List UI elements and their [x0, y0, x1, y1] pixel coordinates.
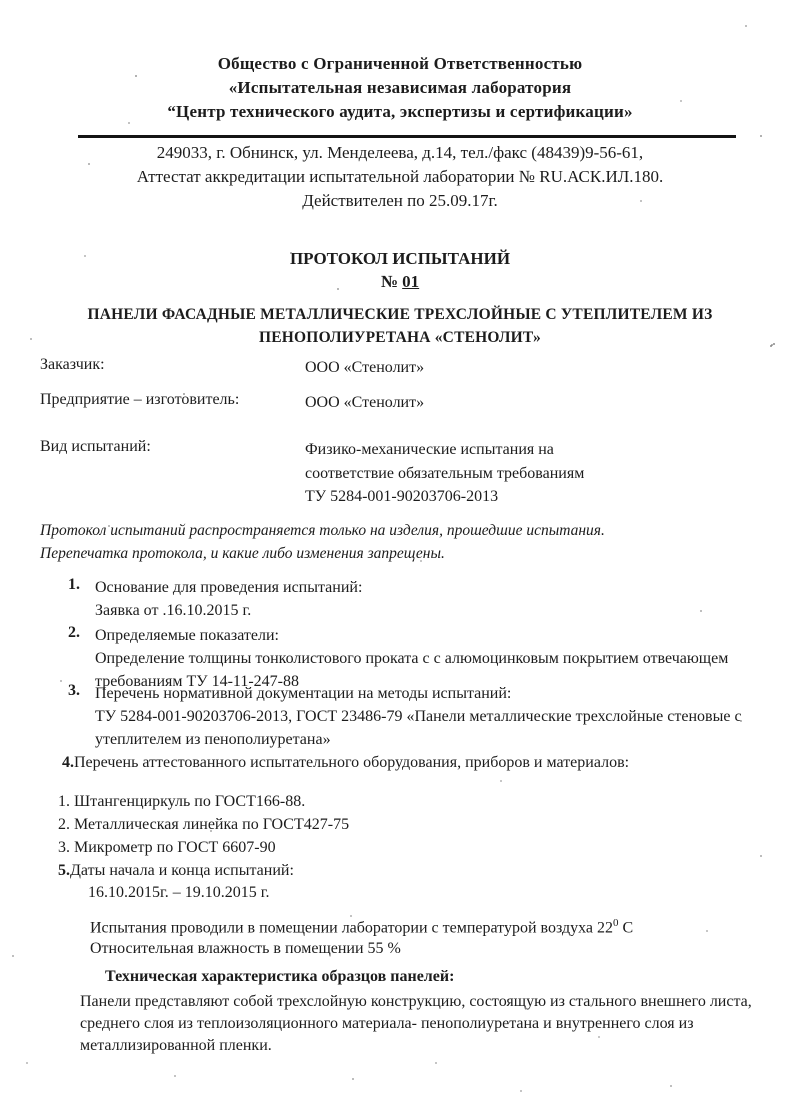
item-body: ТУ 5284-001-90203706-2013, ГОСТ 23486-79 «Панели металлические трехслойные стеновые с утеплителем из пенополиуретана»	[95, 708, 742, 748]
manufacturer-value: ООО «Стенолит»	[305, 394, 425, 411]
item-body: Заявка от .16.10.2015 г.	[95, 602, 252, 619]
customer-label: Заказчик:	[40, 356, 105, 373]
temperature-note	[90, 917, 633, 937]
humidity-note: Относительная влажность в помещении 55 %	[90, 940, 401, 957]
contact-info: 249033, г. Обнинск, ул. Менделеева, д.14, тел./факс (48439)9-56-61, Аттестат аккредитации испытательной лаборатории № RU.АСК.ИЛ.180. Действителен по 25.09.17г.	[136, 143, 664, 210]
test-type-label: Вид испытаний:	[40, 438, 151, 455]
scan-noise-speckles	[0, 0, 2, 2]
temperature-text: Испытания проводили в помещении лаборатории с температурой воздуха 22	[90, 919, 614, 937]
section4-number: 4.	[62, 754, 74, 771]
item-number: 1.	[68, 576, 80, 593]
item-title: Определяемые показатели:	[95, 627, 279, 644]
item-number: 2.	[68, 624, 80, 641]
organization-name: Общество с Ограниченной Ответственностью «Испытательная независимая лаборатория “Центр технического аудита, экспертизы и сертификации»	[167, 54, 633, 121]
test-dates: 16.10.2015г. – 19.10.2015 г.	[88, 884, 270, 901]
manufacturer-label: Предприятие – изготовитель:	[40, 391, 240, 408]
section4-title: Перечень аттестованного испытательного оборудования, приборов и материалов:	[74, 754, 630, 771]
protocol-number	[381, 272, 419, 291]
protocol-title: ПРОТОКОЛ ИСПЫТАНИЙ	[289, 249, 511, 268]
section5-heading	[58, 862, 294, 880]
item-title: Перечень нормативной документации на методы испытаний:	[95, 685, 512, 702]
protocol-number-label: №	[380, 272, 398, 291]
temperature-unit: С	[618, 919, 634, 937]
header-divider	[78, 135, 736, 138]
equipment-list: 1. Штангенциркуль по ГОСТ166-88. 2. Металлическая линейка по ГОСТ427-75 3. Микрометр по ГОСТ 6607-90	[58, 793, 350, 856]
section5-number: 5.	[58, 862, 70, 879]
test-type-value: Физико-механические испытания на соответствие обязательным требованиям ТУ 5284-001-90203706-2013	[305, 441, 585, 505]
protocol-number-value: 01	[402, 272, 420, 291]
item-number: 3.	[68, 682, 80, 699]
item-title: Основание для проведения испытаний:	[95, 579, 363, 596]
section5-title: Даты начала и конца испытаний:	[70, 862, 294, 879]
temperature-superscript: 0	[613, 917, 619, 929]
item-body: Определение толщины тонколистового проката с с алюмоцинковым покрытием отвечающем требованиям ТУ 14-11-247-88	[95, 650, 729, 690]
restriction-notice: Протокол испытаний распространяется только на изделия, прошедшие испытания. Перепечатка протокола, и какие либо изменения запрещены.	[40, 522, 605, 562]
customer-value: ООО «Стенолит»	[305, 359, 425, 376]
tech-characteristics-body: Панели представляют собой трехслойную конструкцию, состоящую из стального внешнего листа, среднего слоя из теплоизоляционного материала- пенополиуретана и внутреннего слоя из металлизированной пленки.	[80, 993, 752, 1054]
section4-heading	[62, 754, 629, 772]
tech-characteristics-heading: Техническая характеристика образцов панелей:	[105, 968, 455, 985]
subject-title: ПАНЕЛИ ФАСАДНЫЕ МЕТАЛЛИЧЕСКИЕ ТРЕХСЛОЙНЫЕ С УТЕПЛИТЕЛЕМ ИЗ ПЕНОПОЛИУРЕТАНА «СТЕНОЛИТ»	[87, 306, 713, 346]
protocol-title-block	[0, 247, 800, 293]
